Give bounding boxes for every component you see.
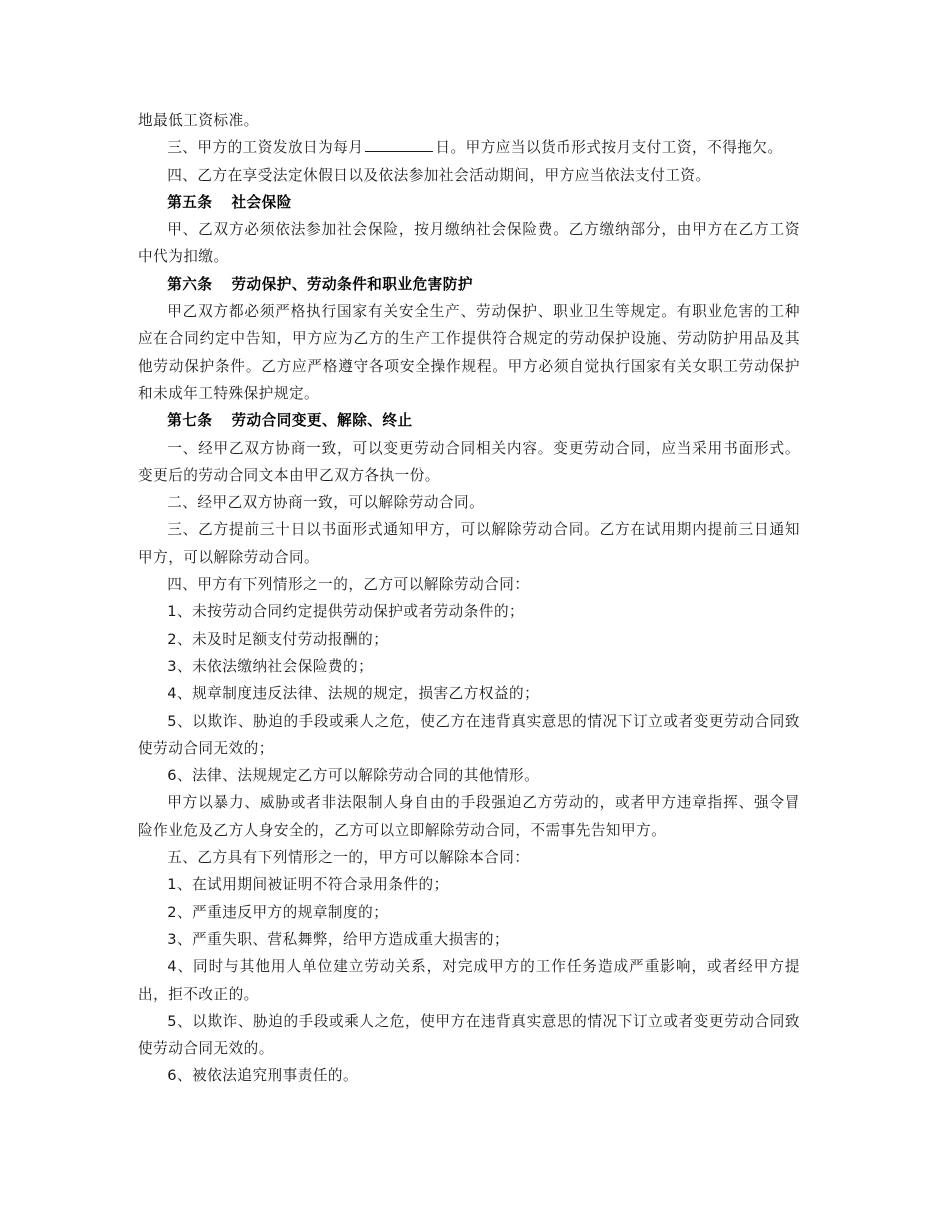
article-7-paragraph: 一、经甲乙双方协商一致，可以变更劳动合同相关内容。变更劳动合同，应当采用书面形式。变更后的劳动合同文本由甲乙双方各执一份。 — [138, 439, 800, 484]
article-7-list-item: 5、以欺诈、胁迫的手段或乘人之危，使乙方在违背真实意思的情况下订立或者变更劳动合同致使劳动合同无效的； — [138, 712, 800, 757]
article-7-paragraph: 三、乙方提前三十日以书面形式通知甲方，可以解除劳动合同。乙方在试用期内提前三日通知甲方，可以解除劳动合同。 — [138, 521, 800, 566]
article-7-list-item: 3、未依法缴纳社会保险费的； — [167, 657, 374, 675]
article-5-paragraph: 甲、乙双方必须依法参加社会保险，按月缴纳社会保险费。乙方缴纳部分，由甲方在乙方工资中代为扣缴。 — [138, 221, 800, 266]
article-7-heading — [138, 407, 800, 434]
pay-day-blank-line — [365, 137, 433, 152]
article-7-paragraph: 四、甲方有下列情形之一的，乙方可以解除劳动合同： — [167, 576, 530, 594]
article-7-list-item: 3、严重失职、营私舞弊，给甲方造成重大损害的； — [167, 930, 510, 948]
article-5-title: 社会保险 — [231, 193, 292, 211]
paragraph-holiday-pay: 四、乙方在享受法定休假日以及依法参加社会活动期间，甲方应当依法支付工资。 — [167, 166, 711, 184]
article-7-list-item: 1、在试用期间被证明不符合录用条件的； — [167, 876, 449, 894]
article-7-list-item: 6、被依法追究刑事责任的。 — [167, 1067, 359, 1085]
article-7-list-item: 1、未按劳动合同约定提供劳动保护或者劳动条件的； — [167, 603, 525, 621]
article-7-paragraph: 甲方以暴力、威胁或者非法限制人身自由的手段强迫乙方劳动的，或者甲方违章指挥、强令冒险作业危及乙方人身安全的，乙方可以立即解除劳动合同，不需事先告知甲方。 — [138, 794, 800, 839]
article-5-number: 第五条 — [167, 193, 213, 211]
article-7-paragraph: 二、经甲乙双方协商一致，可以解除劳动合同。 — [167, 494, 485, 512]
article-6-paragraph: 甲乙双方都必须严格执行国家有关安全生产、劳动保护、职业卫生等规定。有职业危害的工种应在合同约定中告知，甲方应为乙方的生产工作提供符合规定的劳动保护设施、劳动防护用品及其他劳动保护条件。乙方应严格遵守各项安全操作规程。甲方必须自觉执行国家有关女职工劳动保护和未成年工特殊保护规定。 — [138, 303, 800, 402]
paragraph-min-wage-tail: 地最低工资标准。 — [138, 112, 259, 129]
pay-day-text-after: 日。甲方应当以货币形式按月支付工资，不得拖欠。 — [435, 139, 783, 157]
article-7-list-item: 5、以欺诈、胁迫的手段或乘人之危，使甲方在违背真实意思的情况下订立或者变更劳动合同致使劳动合同无效的。 — [138, 1012, 800, 1058]
document-body — [138, 107, 800, 1090]
article-7-list-item: 4、同时与其他用人单位建立劳动关系，对完成甲方的工作任务造成严重影响，或者经甲方提出，拒不改正的。 — [138, 958, 800, 1003]
article-7-list-item: 2、未及时足额支付劳动报酬的； — [167, 630, 389, 648]
article-6-number: 第六条 — [167, 275, 213, 293]
pay-day-text-before: 三、甲方的工资发放日为每月 — [167, 139, 364, 157]
article-7-list-item: 4、规章制度违反法律、法规的规定，损害乙方权益的； — [167, 685, 540, 703]
article-7-number: 第七条 — [167, 412, 213, 430]
article-7-title: 劳动合同变更、解除、终止 — [231, 412, 413, 430]
article-5-heading — [138, 189, 800, 216]
article-7-list-item: 2、严重违反甲方的规章制度的； — [167, 903, 389, 921]
article-7-paragraph: 五、乙方具有下列情形之一的，甲方可以解除本合同： — [167, 849, 530, 867]
paragraph-pay-day — [138, 134, 800, 161]
article-7-list-item: 6、法律、法规规定乙方可以解除劳动合同的其他情形。 — [167, 767, 540, 785]
article-6-title: 劳动保护、劳动条件和职业危害防护 — [231, 275, 473, 293]
article-6-heading — [138, 271, 800, 298]
